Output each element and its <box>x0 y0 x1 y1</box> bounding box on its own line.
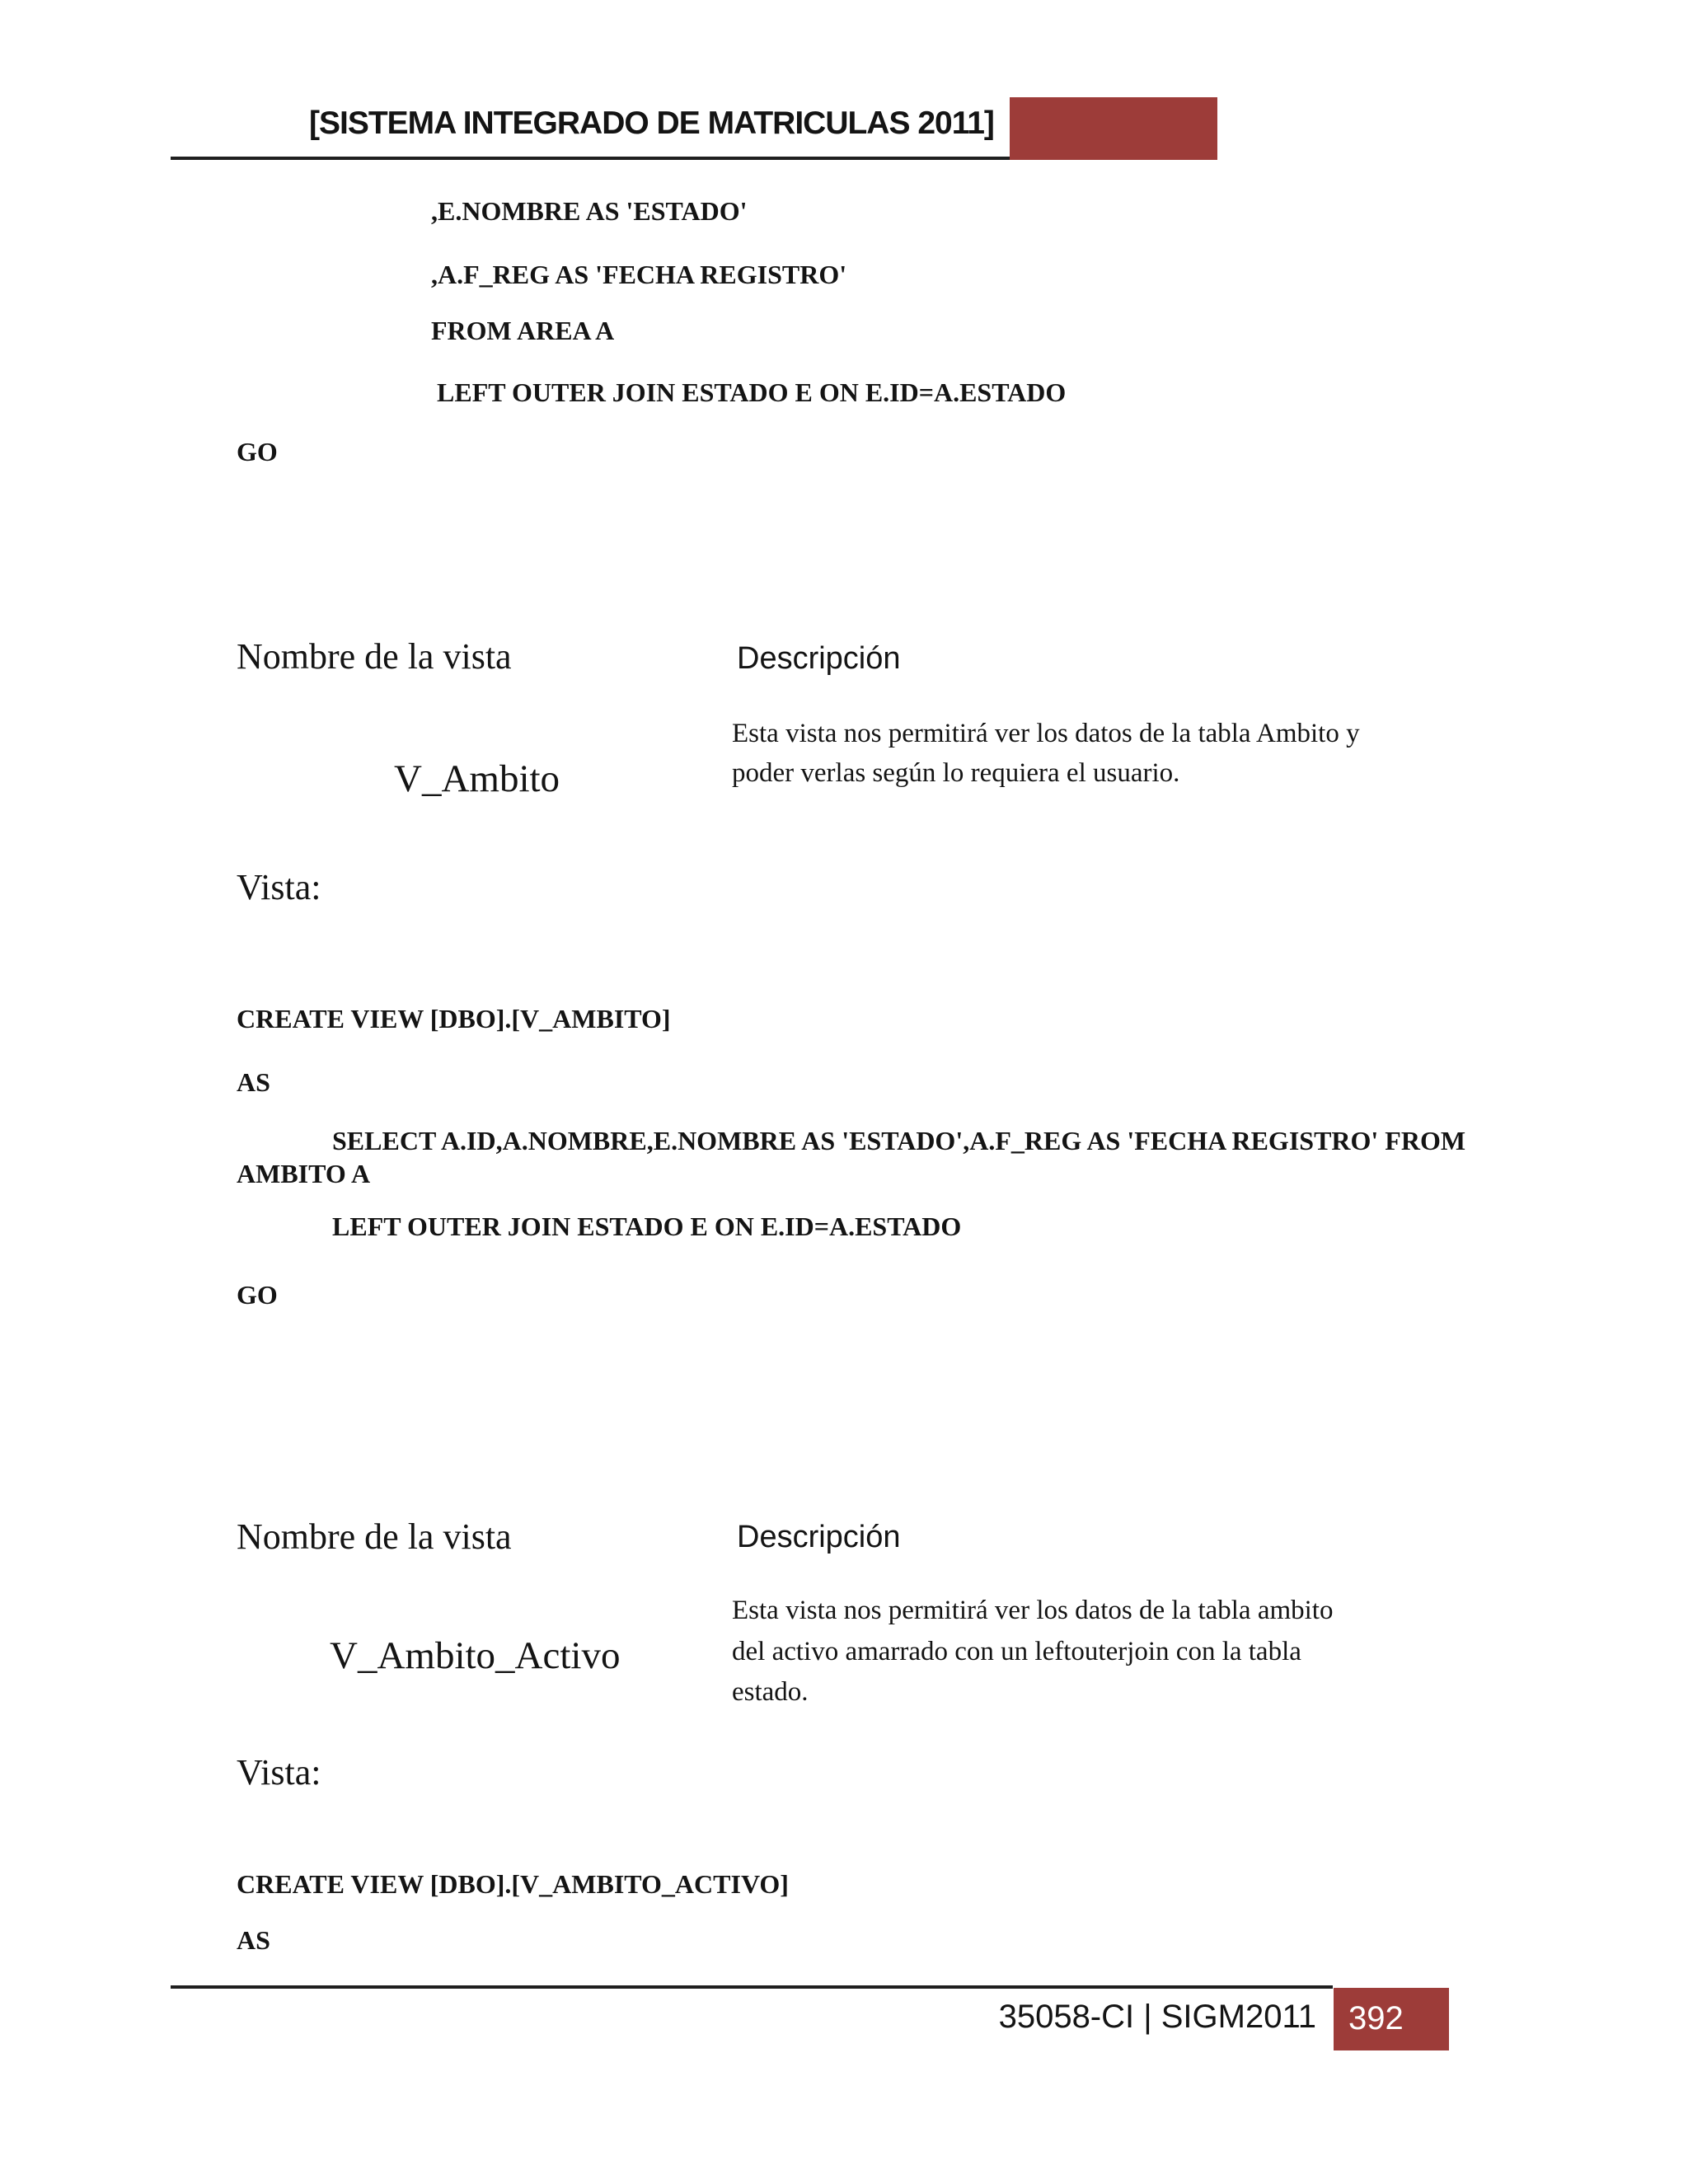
description-line: Esta vista nos permitirá ver los datos de la tabla Ambito y <box>732 719 1360 748</box>
sql-line: ,E.NOMBRE AS 'ESTADO' <box>431 196 748 226</box>
footer-doc-id: 35058-CI | SIGM2011 <box>998 1999 1316 2035</box>
description-line: del activo amarrado con un leftouterjoin con la tabla <box>732 1637 1301 1666</box>
sql-line: SELECT A.ID,A.NOMBRE,E.NOMBRE AS 'ESTADO',A.F_REG AS 'FECHA REGISTRO' FROM <box>332 1126 1466 1155</box>
view-name: V_Ambito <box>394 757 560 800</box>
sql-line: CREATE VIEW [DBO].[V_AMBITO] <box>237 1004 671 1033</box>
sql-line: FROM AREA A <box>431 316 615 345</box>
description-line: Esta vista nos permitirá ver los datos de la tabla ambito <box>732 1596 1334 1625</box>
sql-line: AMBITO A <box>237 1159 371 1188</box>
header-accent-box <box>1010 97 1217 160</box>
sql-line: CREATE VIEW [DBO].[V_AMBITO_ACTIVO] <box>237 1869 789 1899</box>
footer-rule <box>171 1985 1333 1989</box>
footer-page-number: 392 <box>1348 2000 1404 2036</box>
section-name-label: Nombre de la vista <box>237 636 512 677</box>
description-line: estado. <box>732 1677 809 1707</box>
footer-page-box <box>1334 1988 1449 2050</box>
section-description-label: Descripción <box>737 1520 901 1554</box>
sql-line: ,A.F_REG AS 'FECHA REGISTRO' <box>431 260 847 289</box>
sql-line: LEFT OUTER JOIN ESTADO E ON E.ID=A.ESTADO <box>332 1212 962 1241</box>
section-description-label: Descripción <box>737 641 901 676</box>
header-rule <box>171 157 1010 160</box>
vista-label: Vista: <box>237 867 321 907</box>
sql-line: GO <box>237 437 278 466</box>
sql-line: GO <box>237 1280 278 1310</box>
page-header-title: [SISTEMA INTEGRADO DE MATRICULAS 2011] <box>309 105 994 141</box>
sql-line: AS <box>237 1925 270 1955</box>
section-name-label: Nombre de la vista <box>237 1516 512 1557</box>
sql-line: LEFT OUTER JOIN ESTADO E ON E.ID=A.ESTADO <box>437 377 1067 407</box>
vista-label: Vista: <box>237 1752 321 1793</box>
sql-line: AS <box>237 1067 270 1097</box>
view-name: V_Ambito_Activo <box>330 1634 621 1677</box>
description-line: poder verlas según lo requiera el usuario. <box>732 758 1180 788</box>
